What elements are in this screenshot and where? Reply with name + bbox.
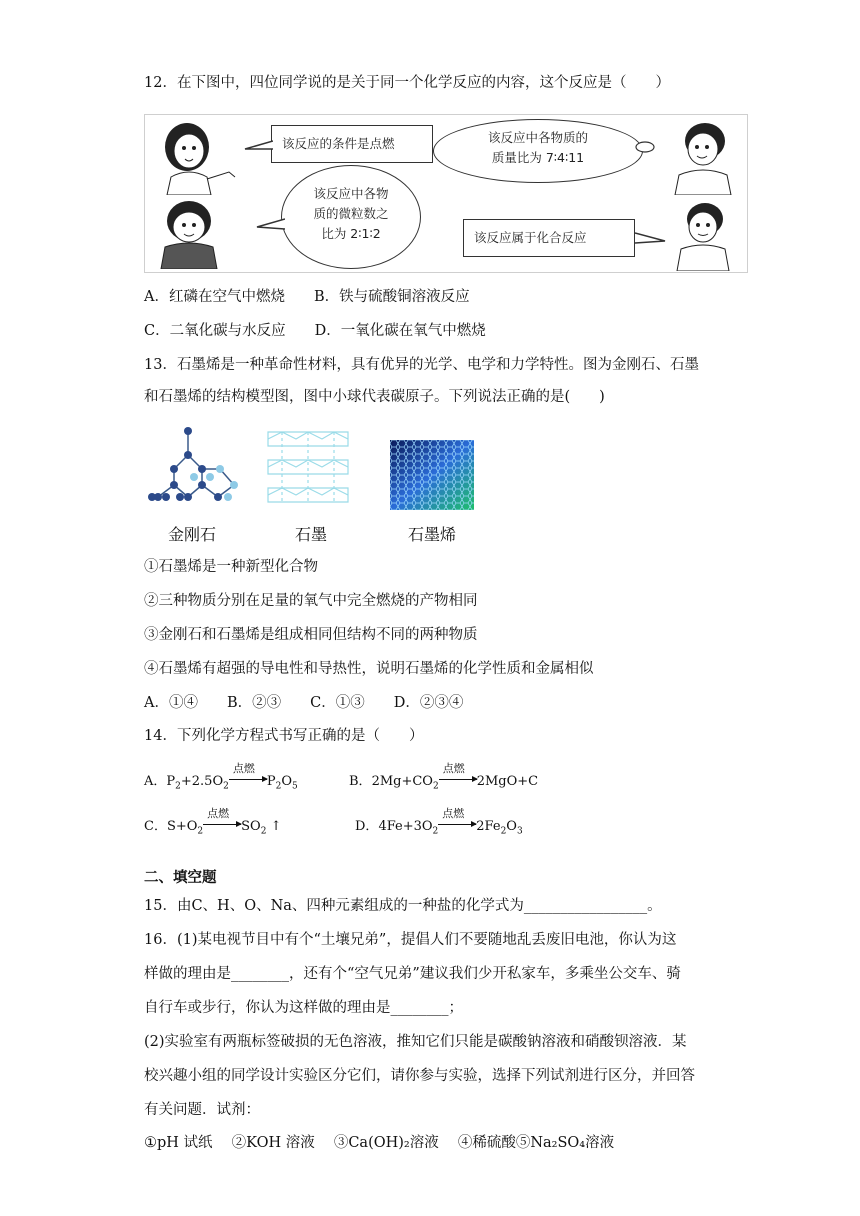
reaction-arrow-icon: 点燃 <box>229 771 267 785</box>
label-diamond: 金刚石 <box>168 525 217 544</box>
q14-option-c: C．$S+O_2$ 点燃 $SO_2$ ↑ <box>144 807 282 837</box>
q16-line2: 样做的理由是________，还有个“空气兄弟”建议我们少开私家车，多乘坐公交车、骑 <box>144 966 681 982</box>
q16-line3: 自行车或步行，你认为这样做的理由是________； <box>144 1000 463 1016</box>
q16-line5: 校兴趣小组的同学设计实验区分它们，请你参与实验，选择下列试剂进行区分，并回答 <box>144 1068 695 1084</box>
q13-stem-line1: 13．石墨烯是一种革命性材料，具有优异的光学、电学和力学特性。图为金刚石、石墨 <box>144 357 699 373</box>
bubble-pointer-icon <box>243 137 273 153</box>
bubble-pointer-icon <box>255 217 285 233</box>
q16-reagents: ①pH 试纸 ②KOH 溶液 ③Ca(OH)₂溶液 ④稀硫酸⑤Na₂SO₄溶液 <box>144 1135 615 1151</box>
q13-statement-3: ③金刚石和石墨烯是组成相同但结构不同的两种物质 <box>144 627 478 643</box>
label-graphite: 石墨 <box>295 525 328 544</box>
q16-line6: 有关问题．试剂： <box>144 1102 260 1118</box>
section-title: 二、填空题 <box>144 870 217 886</box>
speech-bubble-particle-ratio: 该反应中各物 质的微粒数之 比为 2∶1∶2 <box>281 165 421 269</box>
label-graphene: 石墨烯 <box>408 525 457 544</box>
graphene-structure-image <box>390 440 474 510</box>
q14-option-b: B．$2Mg+CO_2$ 点燃 2MgO+C <box>349 762 539 792</box>
diamond-structure-image <box>144 425 244 507</box>
student-girl-icon <box>149 117 239 195</box>
speech-bubble-combination: 该反应属于化合反应 <box>463 219 635 257</box>
q12-options-ab: A．红磷在空气中燃烧 B．铁与硫酸铜溶液反应 <box>144 289 470 305</box>
q16-line4: (2)实验室有两瓶标签破损的无色溶液，推知它们只能是碳酸钠溶液和硝酸钡溶液．某 <box>144 1034 687 1050</box>
q14-option-a: A．$P_2+2.5O_2$ 点燃 $P_2O_5$ <box>144 762 298 792</box>
q14-stem: 14．下列化学方程式书写正确的是（ ） <box>144 728 424 744</box>
q13-stem-line2: 和石墨烯的结构模型图，图中小球代表碳原子。下列说法正确的是( ) <box>144 389 605 405</box>
q12-stem: 12．在下图中，四位同学说的是关于同一个化学反应的内容，这个反应是（ ） <box>144 75 670 91</box>
q13-statement-2: ②三种物质分别在足量的氧气中完全燃烧的产物相同 <box>144 593 478 609</box>
reaction-arrow-icon: 点燃 <box>203 816 241 830</box>
graphite-structure-image <box>262 426 354 508</box>
q15-text: 15．由C、H、O、Na、四种元素组成的一种盐的化学式为_________________。 <box>144 898 662 914</box>
q12-figure <box>144 114 748 273</box>
student-boy-right-icon <box>651 115 741 195</box>
student-boy-icon <box>151 195 241 269</box>
q14-option-d: D．$4Fe+3O_2$ 点燃 $2Fe_2O_3$ <box>355 807 523 837</box>
q12-options-cd: C．二氧化碳与水反应 D．一氧化碳在氧气中燃烧 <box>144 323 486 339</box>
q13-options: A．①④ B．②③ C．①③ D．②③④ <box>144 695 464 711</box>
q16-line1: 16．(1)某电视节目中有个“土壤兄弟”，提倡人们不要随地乱丢废旧电池，你认为这 <box>144 932 677 948</box>
speech-bubble-mass-ratio: 该反应中各物质的 质量比为 7∶4∶11 <box>433 119 643 183</box>
q13-statement-1: ①石墨烯是一种新型化合物 <box>144 559 318 575</box>
speech-bubble-condition: 该反应的条件是点燃 <box>271 125 433 163</box>
q13-statement-4: ④石墨烯有超强的导电性和导热性，说明石墨烯的化学性质和金属相似 <box>144 661 594 677</box>
bubble-pointer-icon <box>635 231 669 247</box>
reaction-arrow-icon: 点燃 <box>439 771 477 785</box>
bubble-pointer-icon <box>615 139 655 155</box>
reaction-arrow-icon: 点燃 <box>438 816 476 830</box>
